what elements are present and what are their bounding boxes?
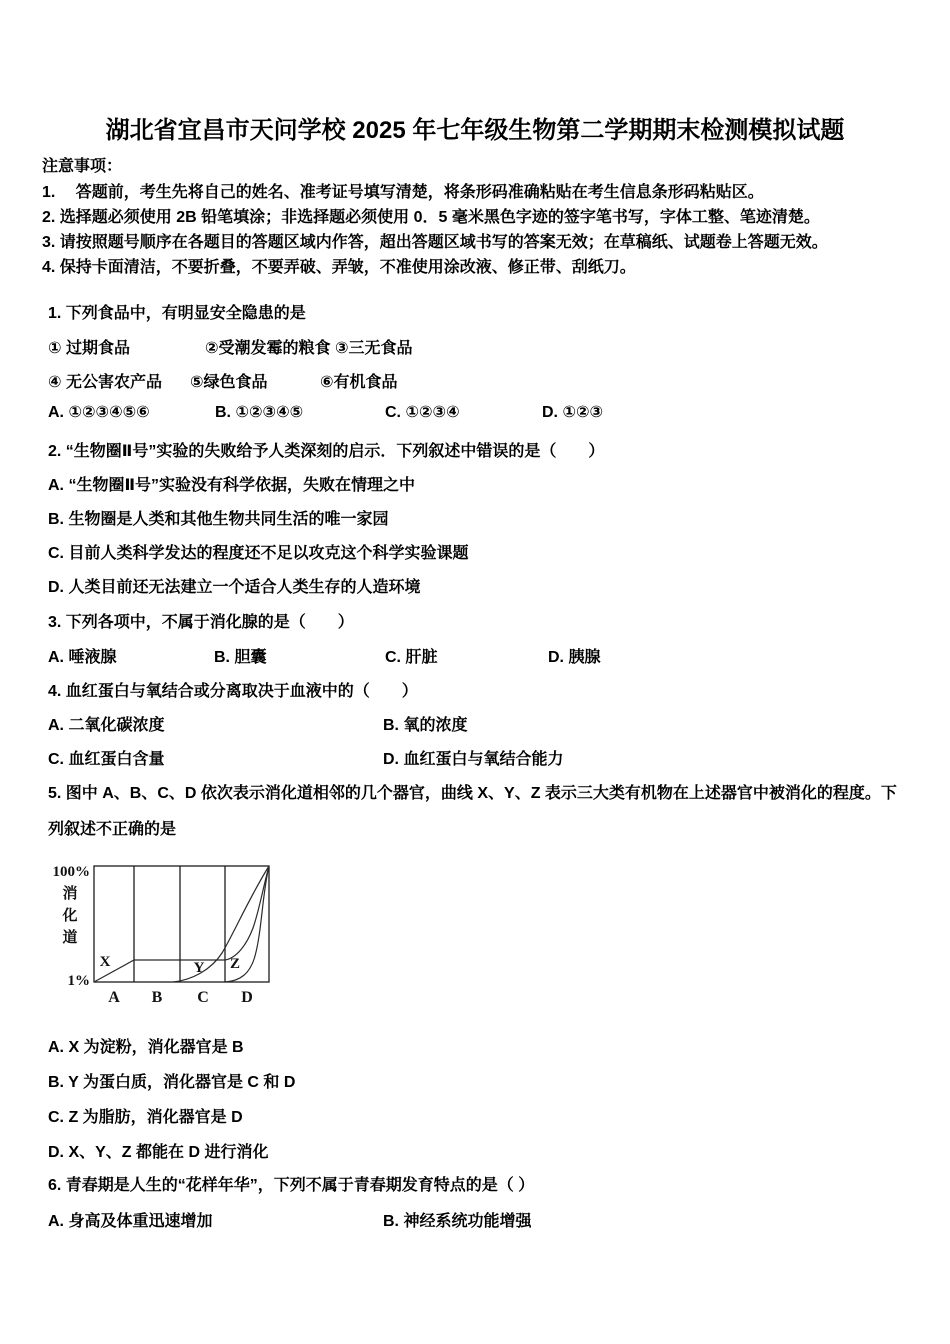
q6-stem: 6. 青春期是人生的“花样年华”，下列不属于青春期发育特点的是（ ） [48, 1177, 535, 1194]
q3-option-a: A. 唾液腺 [48, 649, 117, 666]
notice-item-1: 1. 答题前，考生先将自己的姓名、准考证号填写清楚，将条形码准确粘贴在考生信息条形码粘贴区。 [42, 184, 764, 201]
digestion-degree-chart [40, 856, 290, 1011]
x-label-b: B [151, 989, 163, 1006]
q4-options-row-1 [0, 714, 950, 738]
q2-option-b: B. 生物圈是人类和其他生物共同生活的唯一家园 [48, 511, 389, 528]
q1-item-5: ⑤绿色食品 [190, 374, 268, 391]
q3-option-c: C. 肝脏 [385, 649, 438, 666]
q3-option-b: B. 胆囊 [214, 649, 267, 666]
y-axis-label-char-1: 消 [62, 885, 78, 902]
q6-option-a: A. 身高及体重迅速增加 [48, 1213, 213, 1230]
q4-option-b: B. 氧的浓度 [383, 717, 468, 734]
q4-option-a: A. 二氧化碳浓度 [48, 717, 165, 734]
q3-options-row [0, 646, 950, 670]
q5-option-b: B. Y 为蛋白质，消化器官是 C 和 D [48, 1074, 296, 1091]
q1-item-6: ⑥有机食品 [320, 374, 398, 391]
y-tick-1: 1% [67, 973, 90, 989]
curve-label-z: Z [229, 956, 241, 972]
q4-options-row-2 [0, 748, 950, 772]
x-label-c: C [197, 989, 209, 1006]
q5-option-c: C. Z 为脂肪，消化器官是 D [48, 1109, 243, 1126]
q6-options-row [0, 1210, 950, 1234]
q1-stem: 1. 下列食品中，有明显安全隐患的是 [48, 305, 306, 322]
q5-option-d: D. X、Y、Z 都能在 D 进行消化 [48, 1144, 269, 1161]
x-label-d: D [241, 989, 253, 1006]
q4-option-d: D. 血红蛋白与氧结合能力 [383, 751, 564, 768]
q1-option-d: D. ①②③ [542, 404, 604, 421]
q4-option-c: C. 血红蛋白含量 [48, 751, 165, 768]
q2-option-d: D. 人类目前还无法建立一个适合人类生存的人造环境 [48, 579, 421, 596]
notice-heading: 注意事项： [42, 158, 123, 175]
q5-stem-line-1: 5. 图中 A、B、C、D 依次表示消化道相邻的几个器官，曲线 X、Y、Z 表示三大类有机物在上述器官中被消化的程度。下 [48, 785, 897, 802]
curve-label-x: X [99, 954, 111, 970]
x-label-a: A [108, 989, 120, 1006]
notice-item-2: 2. 选择题必须使用 2B 铅笔填涂；非选择题必须使用 0．5 毫米黑色字迹的签字笔书写，字体工整、笔迹清楚。 [42, 209, 820, 226]
curve-x-line [94, 866, 269, 982]
q3-option-d: D. 胰腺 [548, 649, 601, 666]
q1-option-c: C. ①②③④ [385, 404, 460, 421]
q1-items-row-2 [0, 371, 950, 395]
y-axis-label-char-3: 道 [62, 929, 78, 946]
y-axis-label-char-2: 化 [62, 907, 78, 924]
y-tick-100: 100% [52, 864, 90, 880]
q4-stem: 4. 血红蛋白与氧结合或分离取决于血液中的（ ） [48, 683, 418, 700]
q2-stem: 2. “生物圈Ⅱ号”实验的失败给予人类深刻的启示．下列叙述中错误的是（ ） [48, 443, 605, 460]
q6-option-b: B. 神经系统功能增强 [383, 1213, 532, 1230]
q1-item-1: ① 过期食品 [48, 340, 130, 357]
q1-item-3: ③三无食品 [335, 340, 413, 357]
notice-item-4: 4. 保持卡面清洁，不要折叠，不要弄破、弄皱，不准使用涂改液、修正带、刮纸刀。 [42, 259, 636, 276]
q5-option-a: A. X 为淀粉，消化器官是 B [48, 1039, 244, 1056]
page-title: 湖北省宜昌市天问学校 2025 年七年级生物第二学期期末检测模拟试题 [105, 117, 845, 144]
chart-frame [94, 866, 269, 982]
q1-item-4: ④ 无公害农产品 [48, 374, 162, 391]
q2-option-a: A. “生物圈Ⅱ号”实验没有科学依据，失败在情理之中 [48, 477, 415, 494]
q1-option-b: B. ①②③④⑤ [215, 404, 304, 421]
notice-item-3: 3. 请按照题号顺序在各题目的答题区域内作答，超出答题区域书写的答案无效；在草稿纸、试题卷上答题无效。 [42, 234, 828, 251]
q1-items-row-1 [0, 337, 950, 361]
q5-stem-line-2: 列叙述不正确的是 [48, 821, 177, 838]
curve-label-y: Y [193, 960, 205, 976]
q1-options-row [0, 401, 950, 425]
q3-stem: 3. 下列各项中，不属于消化腺的是（ ） [48, 614, 354, 631]
q1-option-a: A. ①②③④⑤⑥ [48, 404, 150, 421]
q2-option-c: C. 目前人类科学发达的程度还不足以攻克这个科学实验课题 [48, 545, 469, 562]
q1-item-2: ②受潮发霉的粮食 [205, 340, 331, 357]
